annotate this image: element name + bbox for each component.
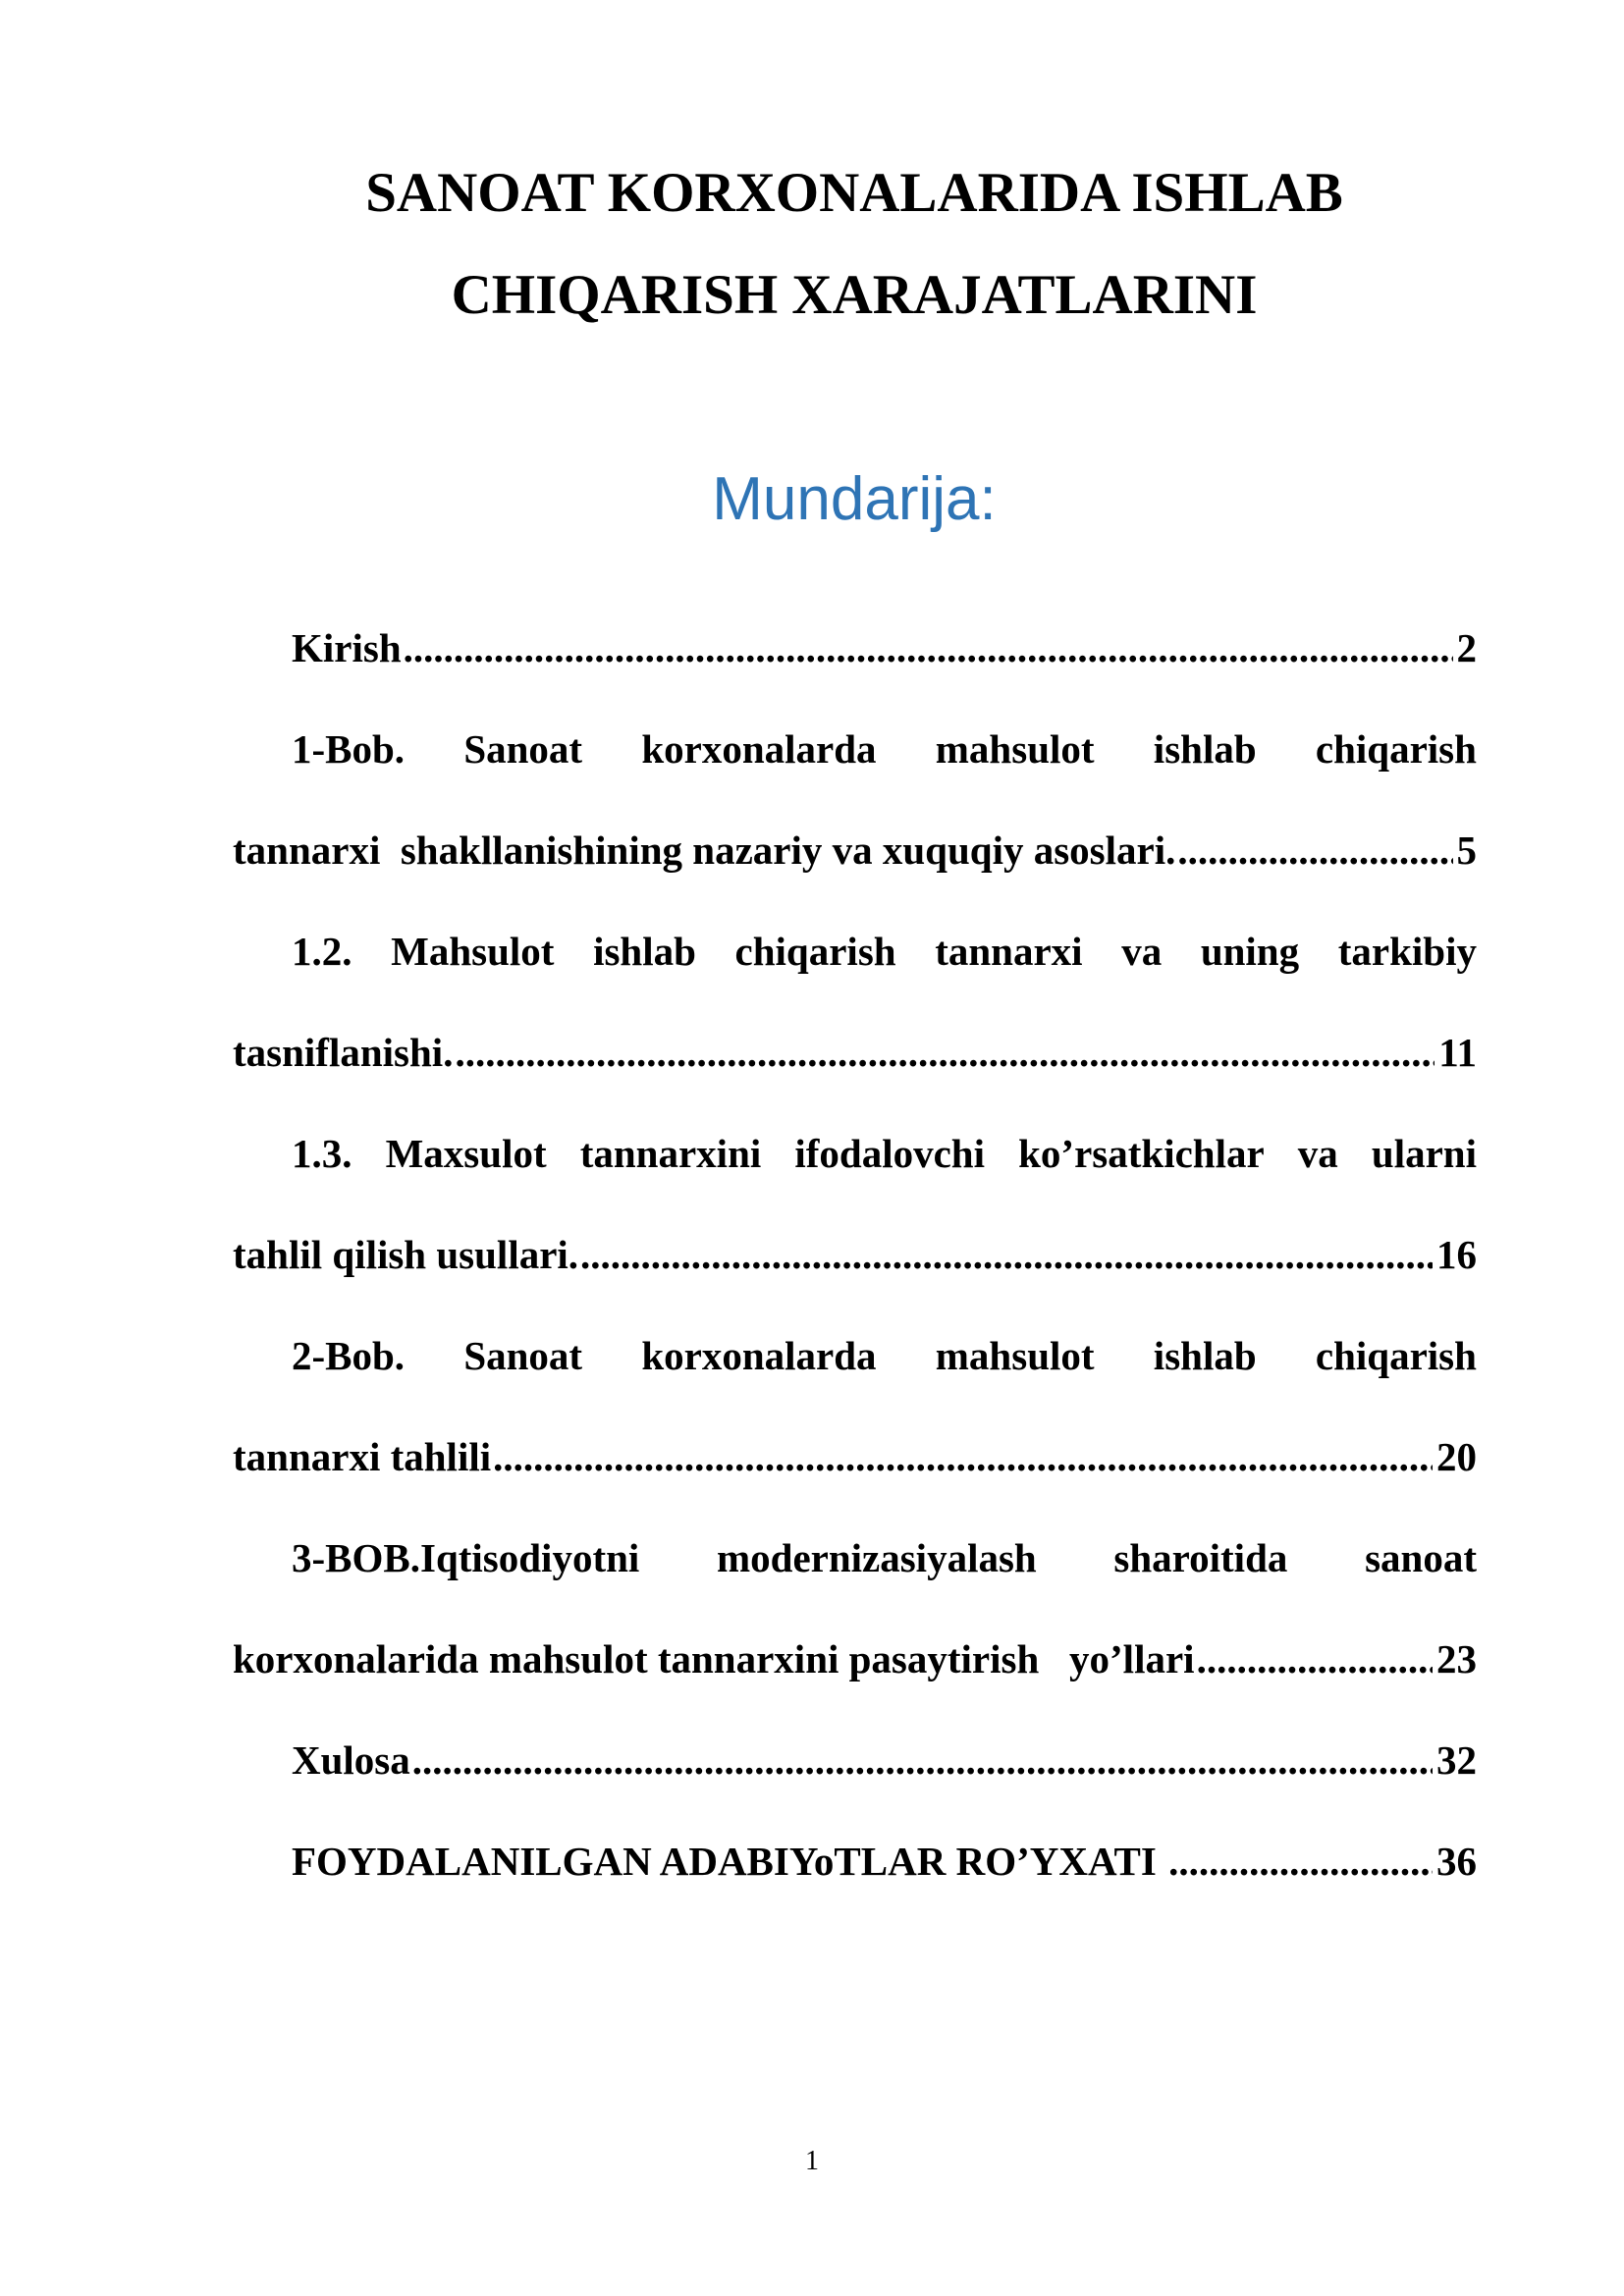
toc-word: ishlab (1153, 1333, 1257, 1378)
dot-leader (455, 1033, 1435, 1073)
dot-leader (1177, 830, 1452, 871)
dot-leader (1168, 1842, 1433, 1882)
toc-word: 2-Bob. (292, 1333, 406, 1378)
toc-word: ishlab (1153, 726, 1257, 772)
dot-leader (493, 1437, 1433, 1477)
toc-word: va (1297, 1131, 1338, 1176)
toc-word: chiqarish (734, 929, 896, 974)
toc-word: mahsulot (935, 726, 1095, 772)
toc-word: Sanoat (463, 726, 583, 772)
toc-entry-label: FOYDALANILGAN ADABIYoTLAR RO’YXATI (292, 1839, 1167, 1884)
toc-entry-label: tahlil qilish usullari. (233, 1232, 579, 1277)
toc-word: va (1121, 929, 1163, 974)
toc-entry-references (233, 1822, 1477, 1923)
toc-page-number: 16 (1436, 1232, 1477, 1277)
toc-entry-section-1-2-line-2 (233, 1013, 1477, 1114)
toc-word: modernizasiyalash (716, 1535, 1037, 1580)
toc-word: 1.2. (292, 929, 352, 974)
toc-entry-kirish (233, 609, 1477, 710)
toc-entry-chapter-1-line-1 (233, 710, 1477, 811)
toc-entry-chapter-3-line-1 (233, 1519, 1477, 1620)
toc-entry-chapter-3-line-2 (233, 1620, 1477, 1721)
dot-leader (412, 1740, 1433, 1781)
toc-word: chiqarish (1315, 1333, 1477, 1378)
toc-word: sanoat (1365, 1535, 1477, 1580)
toc-word: 3-BOB.Iqtisodiyotni (292, 1535, 640, 1580)
toc-entry-label: Xulosa (292, 1737, 410, 1783)
toc-heading: Mundarija: (712, 465, 997, 533)
toc-entry-label: korxonalarida mahsulot tannarxini pasaytirish yo’llari (233, 1636, 1195, 1682)
toc-word: korxonalarda (641, 726, 877, 772)
toc-word: tarkibiy (1337, 929, 1477, 974)
page-number: 1 (805, 2146, 819, 2176)
toc-word: chiqarish (1315, 726, 1477, 772)
toc-entry-section-1-3-line-2 (233, 1215, 1477, 1316)
toc-word: 1.3. (292, 1131, 352, 1176)
table-of-contents (233, 609, 1477, 1923)
toc-entry-label: Kirish (292, 625, 402, 670)
toc-word: 1-Bob. (292, 726, 406, 772)
document-title-line-2: CHIQARISH XARAJATLARINI (451, 264, 1258, 326)
toc-page-number: 11 (1438, 1030, 1477, 1075)
dot-leader (1197, 1639, 1433, 1680)
toc-entry-chapter-2-line-2 (233, 1417, 1477, 1519)
toc-word: ularni (1371, 1131, 1477, 1176)
toc-word: ko’rsatkichlar (1018, 1131, 1265, 1176)
toc-word: mahsulot (935, 1333, 1095, 1378)
toc-entry-label: tannarxi shakllanishining nazariy va xuquqiy asoslari. (233, 828, 1176, 873)
toc-word: Mahsulot (391, 929, 555, 974)
toc-page-number: 20 (1436, 1434, 1477, 1479)
toc-entry-chapter-1-line-2 (233, 811, 1477, 912)
toc-word: Sanoat (463, 1333, 583, 1378)
document-title-line-1: SANOAT KORXONALARIDA ISHLAB (365, 162, 1343, 224)
toc-page-number: 2 (1456, 625, 1477, 670)
toc-page-number: 23 (1436, 1636, 1477, 1682)
toc-word: ishlab (593, 929, 696, 974)
toc-word: tannarxini (579, 1131, 762, 1176)
dot-leader (580, 1235, 1433, 1275)
toc-page-number: 36 (1436, 1839, 1477, 1884)
toc-word: Maxsulot (385, 1131, 547, 1176)
toc-entry-section-1-2-line-1 (233, 912, 1477, 1013)
toc-entry-xulosa (233, 1721, 1477, 1822)
toc-page-number: 5 (1456, 828, 1477, 873)
toc-entry-label: tasniflanishi. (233, 1030, 454, 1075)
toc-page-number: 32 (1436, 1737, 1477, 1783)
toc-entry-label: tannarxi tahlili (233, 1434, 492, 1479)
toc-word: korxonalarda (641, 1333, 877, 1378)
dot-leader (404, 628, 1453, 668)
toc-word: ifodalovchi (794, 1131, 986, 1176)
toc-word: sharoitida (1113, 1535, 1288, 1580)
toc-entry-chapter-2-line-1 (233, 1316, 1477, 1417)
toc-word: uning (1200, 929, 1300, 974)
toc-word: tannarxi (935, 929, 1083, 974)
toc-entry-section-1-3-line-1 (233, 1114, 1477, 1215)
